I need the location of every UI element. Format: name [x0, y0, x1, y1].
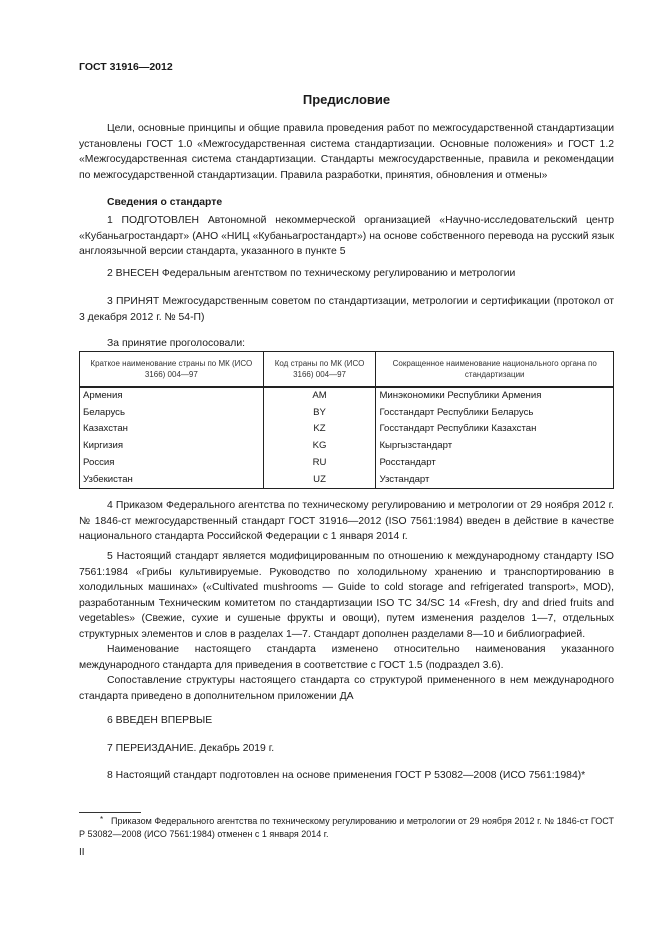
vote-label: За принятие проголосовали: — [107, 338, 246, 349]
standards-body: Минэкономики Республики Армения — [376, 387, 614, 405]
item-6 — [79, 713, 614, 729]
country-code: KG — [263, 438, 376, 455]
item-4-text: 4 Приказом Федерального агентства по техническому регулированию и метрологии от 29 ноября 2012 г. № 1846-ст межгосударственный стандарт ГОСТ 31916—2012 (ISO 7561:1984) введен в действие в качестве национального стандарта Российской Федерации с 1 января 2014 г. — [79, 500, 614, 542]
table-row — [80, 405, 614, 422]
country-name: Беларусь — [80, 405, 264, 422]
country-code: RU — [263, 455, 376, 472]
standards-body: Узстандарт — [376, 471, 614, 488]
footnote — [79, 815, 614, 841]
table-row — [80, 438, 614, 455]
document-header: ГОСТ 31916—2012 — [79, 61, 173, 73]
intro-paragraph — [79, 121, 614, 183]
table-row — [80, 421, 614, 438]
page-number: II — [79, 847, 85, 858]
country-code: UZ — [263, 471, 376, 488]
item-8 — [79, 768, 614, 784]
item-2-text: 2 ВНЕСЕН Федеральным агентством по техническому регулированию и метрологии — [107, 268, 516, 279]
item-7-text: 7 ПЕРЕИЗДАНИЕ. Декабрь 2019 г. — [107, 743, 275, 754]
item-3-text: 3 ПРИНЯТ Межгосударственным советом по стандартизации, метрологии и сертификации (протокол от 3 декабря 2012 г. № 54-П) — [79, 296, 614, 323]
country-name: Казахстан — [80, 421, 264, 438]
country-name: Киргизия — [80, 438, 264, 455]
votes-table — [79, 351, 614, 489]
item-1 — [79, 213, 614, 260]
item-6-text: 6 ВВЕДЕН ВПЕРВЫЕ — [107, 715, 213, 726]
item-7 — [79, 741, 614, 757]
header-country-code: Код страны по МК (ИСО 3166) 004—97 — [263, 352, 376, 388]
country-name: Россия — [80, 455, 264, 472]
item-8-text: 8 Настоящий стандарт подготовлен на основе применения ГОСТ Р 53082—2008 (ИСО 7561:1984)* — [107, 770, 586, 781]
footnote-mark: * — [100, 815, 104, 824]
country-code: BY — [263, 405, 376, 422]
table-row — [80, 387, 614, 405]
table-row — [80, 471, 614, 488]
country-code: KZ — [263, 421, 376, 438]
item-3 — [79, 294, 614, 325]
item-5-structure-note: Сопоставление структуры настоящего стандарта со структурой примененного в нем международного стандарта приведено в дополнительном приложении ДА — [79, 675, 614, 702]
standards-body: Госстандарт Республики Казахстан — [376, 421, 614, 438]
item-2 — [79, 266, 614, 282]
country-code: AM — [263, 387, 376, 405]
item-5-name-note: Наименование настоящего стандарта изменено относительно наименования указанного международного стандарта для приведения в соответствие с ГОСТ 1.5 (подраздел 3.6). — [79, 644, 614, 671]
page-title: Предисловие — [302, 92, 391, 107]
section-heading: Сведения о стандарте — [107, 197, 223, 208]
header-standards-body: Сокращенное наименование национального органа по стандартизации — [376, 352, 614, 388]
table-row — [80, 455, 614, 472]
table-header-row — [80, 352, 614, 388]
footnote-divider — [79, 812, 141, 813]
standards-body: Кыргызстандарт — [376, 438, 614, 455]
country-name: Армения — [80, 387, 264, 405]
standards-body: Росстандарт — [376, 455, 614, 472]
item-4 — [79, 498, 614, 545]
footnote-text: Приказом Федерального агентства по техническому регулированию и метрологии от 29 ноября 2012 г. № 1846-ст ГОСТ Р 53082—2008 (ИСО 7561:1984) отменен с 1 января 2014 г. — [79, 816, 614, 839]
item-1-text: 1 ПОДГОТОВЛЕН Автономной некоммерческой организацией «Научно-исследовательский центр «Кубаньагростандарт» (АНО «НИЦ «Кубаньагростандарт») на основе собственного перевода на русский язык англоязычной версии стандарта, указанного в пункте 5 — [79, 215, 614, 257]
item-5 — [79, 549, 614, 704]
country-name: Узбекистан — [80, 471, 264, 488]
intro-text: Цели, основные принципы и общие правила проведения работ по межгосударственной стандартизации установлены ГОСТ 1.0 «Межгосударственная система стандартизации. Основные положения» и ГОСТ 1.2 «Межгосударственная система стандартизации. Стандарты межгосударственные, правила и рекомендации по межгосударственной стандартизации. Правила разработки, принятия, обновления и отмены» — [79, 123, 614, 181]
header-country-name: Краткое наименование страны по МК (ИСО 3166) 004—97 — [80, 352, 264, 388]
standards-body: Госстандарт Республики Беларусь — [376, 405, 614, 422]
item-5-text: 5 Настоящий стандарт является модифицированным по отношению к международному стандарту ISO 7561:1984 «Грибы культивируемые. Руководство по холодильному хранению и транспортированию в холодильных машинах» («Cultivated mushrooms — Guide to cold storage and refrigerated transport», MOD), разработанным Техническим комитетом по стандартизации ISO TC 34/SC 14 «Fresh, dry and dried fruits and vegetables» (Свежие, сухие и сушеные фрукты и овощи), путем изменения разделов 1—7, отдельных структурных элементов и слов в разделах 1—7. Стандарт дополнен разделами 8—10 и библиографией. — [79, 551, 614, 640]
